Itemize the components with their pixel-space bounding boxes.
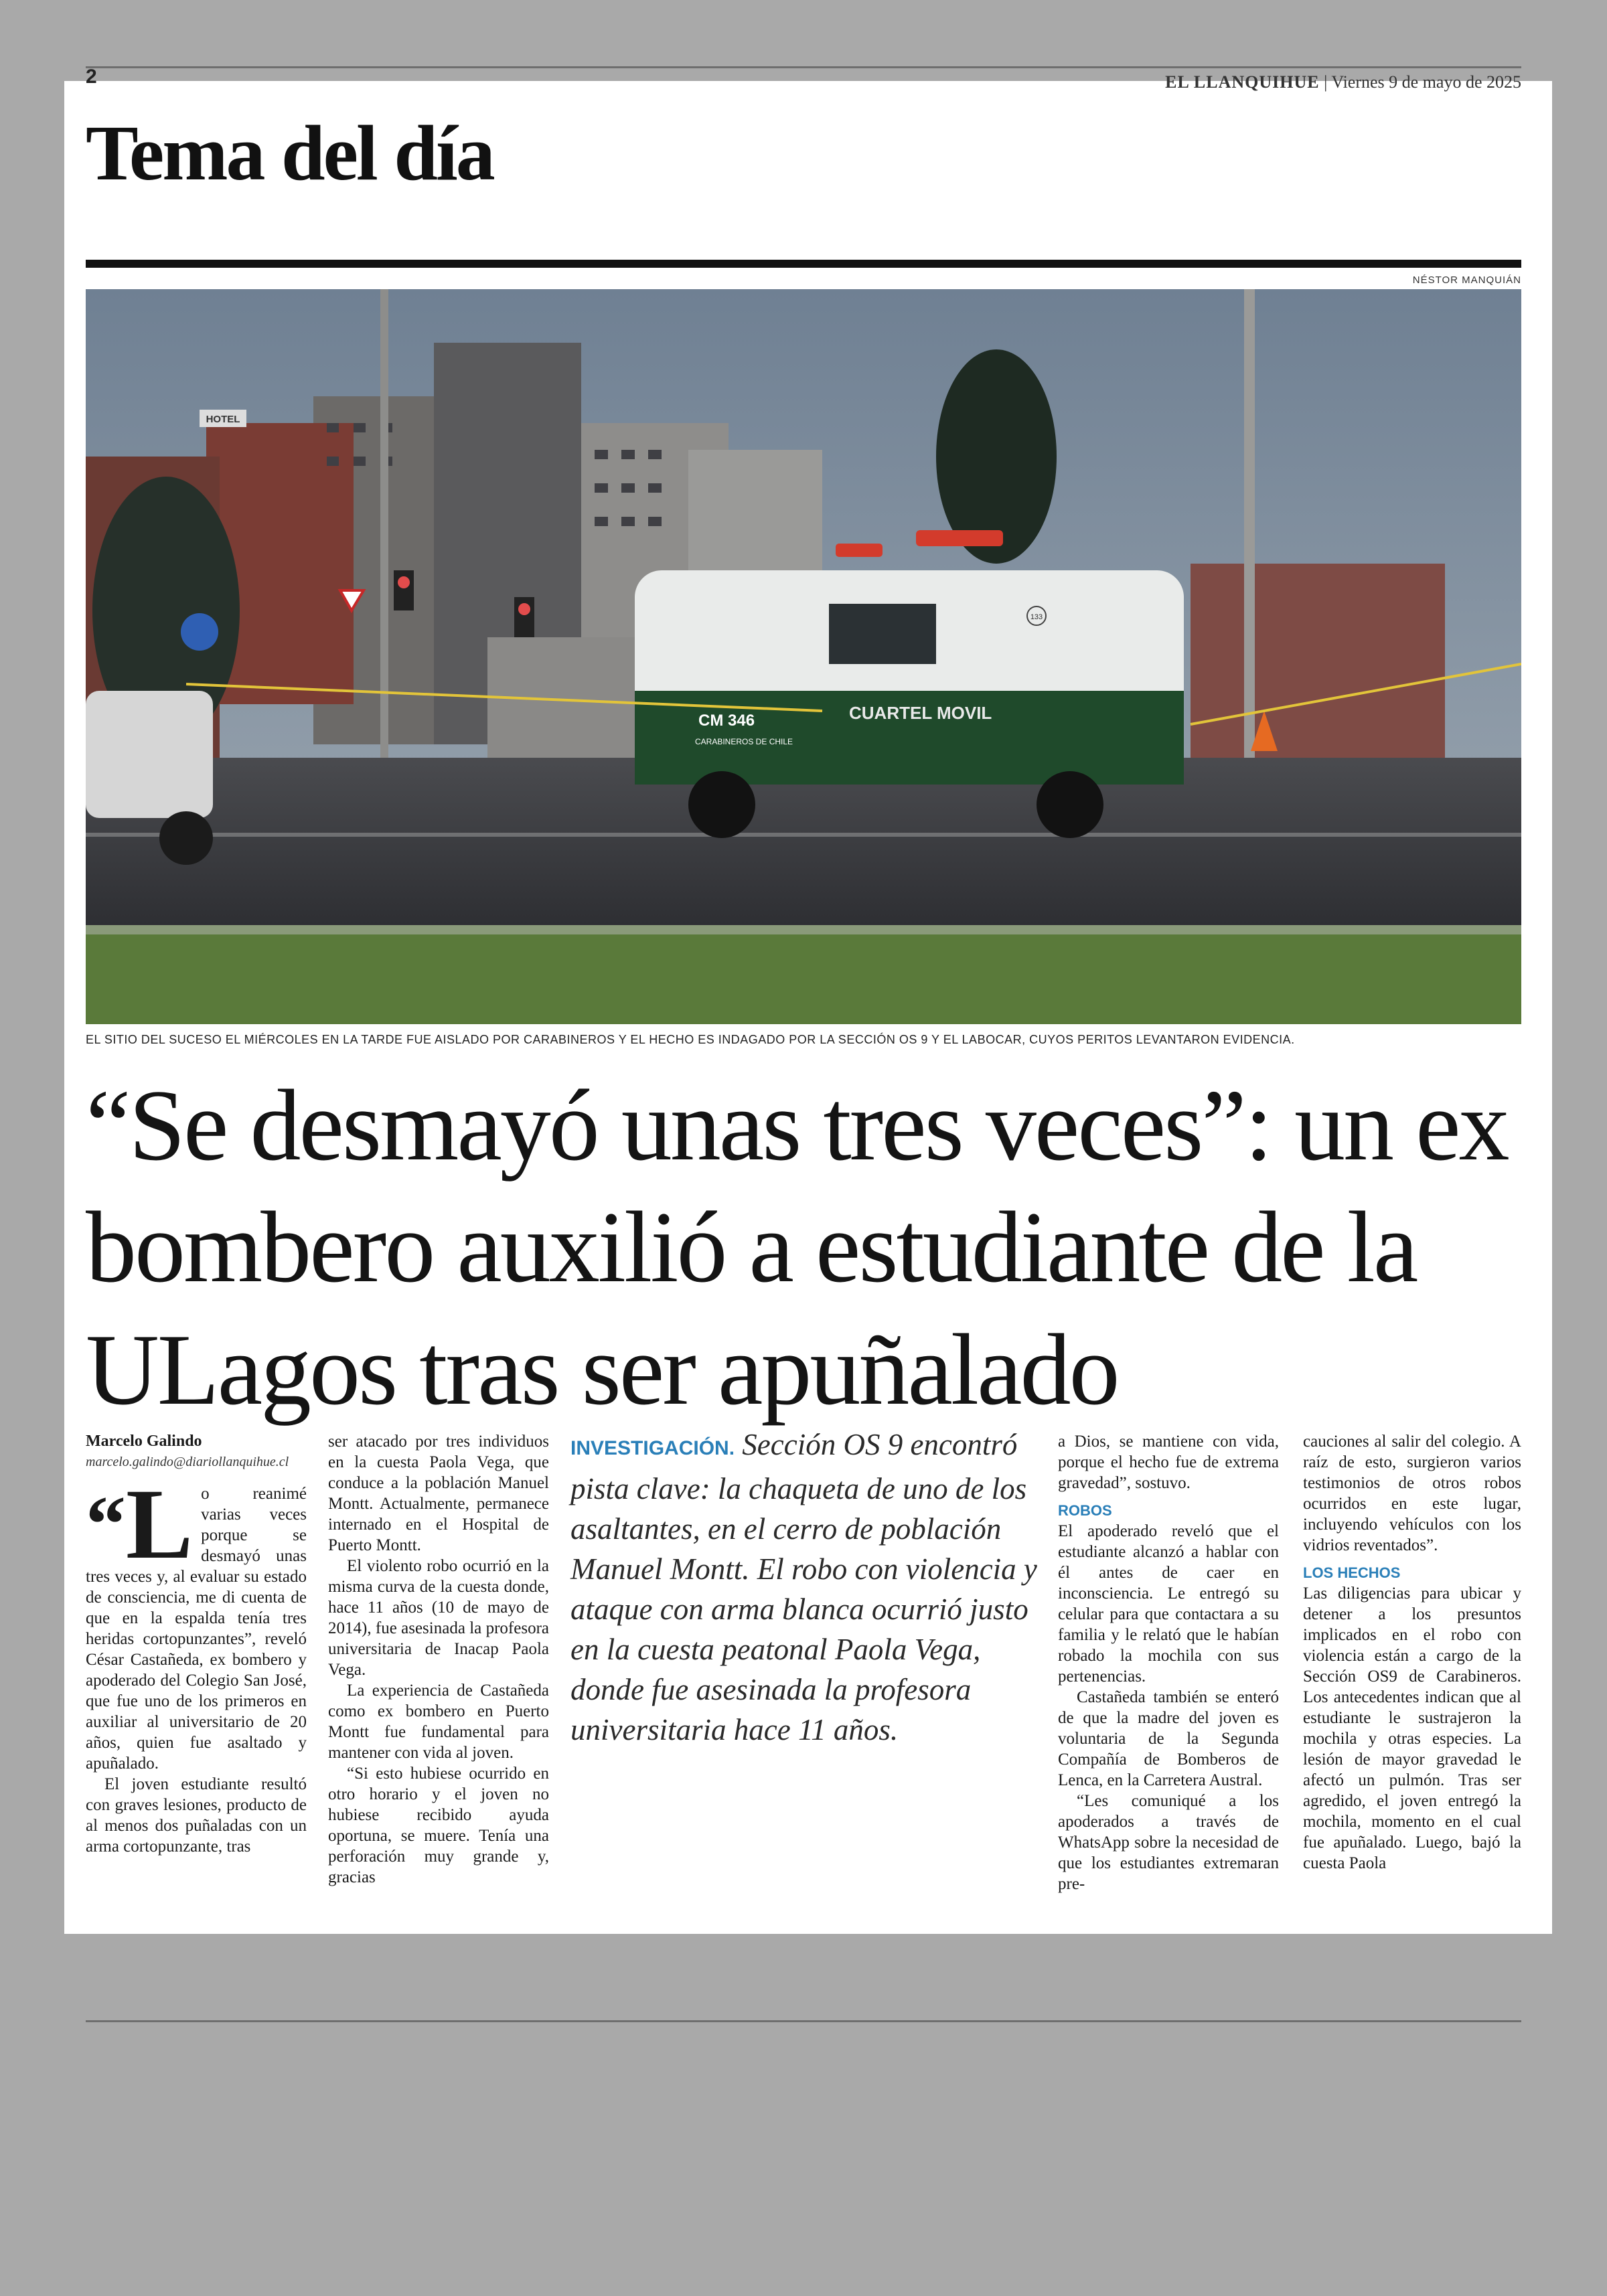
column-2 bbox=[328, 1431, 549, 1888]
page-number: 2 bbox=[86, 66, 97, 88]
paragraph: Las diligencias para ubicar y detener a los presuntos implicados en el robo con violencia están a cargo de la Sección OS9 de Carabineros. Los antecedentes indican que al estudiante le sustrajeron la mochila y otras especies. La lesión de mayor gravedad le afectó un pulmón. Tras ser agredido, el joven entregó la mochila, momento en el cual fue apuñalado. Luego, bajó la cuesta Paola bbox=[1303, 1584, 1521, 1872]
paragraph: “Les comuniqué a los apoderados a través de WhatsApp sobre la necesidad de que los estudiantes extremaran pre- bbox=[1058, 1792, 1279, 1893]
column-5 bbox=[1303, 1431, 1521, 1874]
bottom-rule bbox=[86, 2020, 1521, 2022]
van-label: CUARTEL MOVIL bbox=[849, 703, 992, 723]
author: Marcelo Galindo bbox=[86, 1432, 202, 1450]
photo-credit: NÉSTOR MANQUIÁN bbox=[1412, 274, 1521, 286]
van-unit: CM 346 bbox=[698, 712, 755, 730]
hotel-sign: HOTEL bbox=[206, 414, 240, 425]
brand-name: EL LLANQUIHUE bbox=[1165, 72, 1320, 92]
paragraph: El joven estudiante resultó con graves lesiones, producto de al menos dos puñaladas con un arma cortopunzante, tras bbox=[86, 1775, 307, 1856]
subhead-robos: ROBOS bbox=[1058, 1502, 1112, 1519]
masthead-separator: | bbox=[1324, 72, 1328, 92]
masthead bbox=[1165, 72, 1521, 92]
paragraph: El apoderado reveló que el estudiante alcanzó a hablar con él antes de caer en inconsciencia. Le entregó su celular para que contactara a su familia y le relató que le habían robado la mochila con sus pertenencias. bbox=[1058, 1522, 1279, 1686]
van-org: CARABINEROS DE CHILE bbox=[695, 737, 793, 746]
paragraph: El violento robo ocurrió en la misma curva de la cuesta donde, hace 11 años (10 de mayo de 2014), fue asesinada la profesora universitaria de Inacap Paola Vega. bbox=[328, 1557, 549, 1679]
column-4 bbox=[1058, 1431, 1279, 1894]
pull-quote-label: INVESTIGACIÓN. bbox=[570, 1437, 735, 1459]
paragraph: a Dios, se mantiene con vida, porque el hecho fue de extrema gravedad”, sostuvo. bbox=[1058, 1432, 1279, 1492]
dropcap: “L bbox=[86, 1469, 194, 1580]
paragraph: La experiencia de Castañeda como ex bombero en Puerto Montt fue fundamental para mantener con vida al joven. bbox=[328, 1682, 549, 1762]
top-rule bbox=[86, 66, 1521, 68]
paragraph: “Si esto hubiese ocurrido en otro horario y el joven no hubiese recibido ayuda oportuna, se muere. Tenía una perforación muy grande y, gracias bbox=[328, 1765, 549, 1886]
section-title: Tema del día bbox=[86, 109, 493, 197]
paragraph: Castañeda también se enteró de que la madre del joven es voluntaria de la Segunda Compañía de Bomberos de Lenca, en la Carretera Austral. bbox=[1058, 1688, 1279, 1789]
author-email: marcelo.galindo@diariollanquihue.cl bbox=[86, 1455, 289, 1469]
lead-paragraph: “L o reanimé varias veces porque se desmayó unas tres veces y, al evaluar su estado de consciencia, me di cuenta de que en la espalda tenía tres heridas cortopunzantes”, reveló César Castañeda, ex bombero y apoderado del Colegio San José, que fue uno de los primeros en auxiliar al universitario de 20 años, quien fue asaltado y apuñalado. bbox=[86, 1469, 307, 1773]
section-rule bbox=[86, 260, 1521, 268]
news-photo bbox=[86, 289, 1521, 1024]
subhead-los-hechos: LOS HECHOS bbox=[1303, 1564, 1401, 1581]
photo-caption: EL SITIO DEL SUCESO EL MIÉRCOLES EN LA TARDE FUE AISLADO POR CARABINEROS Y EL HECHO ES INDAGADO POR LA SECCIÓN OS 9 Y EL LABOCAR, CUYOS PERITOS LEVANTARON EVIDENCIA. bbox=[86, 1033, 1295, 1046]
pull-quote bbox=[570, 1424, 1039, 1750]
paragraph: ser atacado por tres individuos en la cuesta Paola Vega, que conduce a la población Manuel Montt. Actualmente, permanece internado en el Hospital de Puerto Montt. bbox=[328, 1432, 549, 1554]
issue-date: Viernes 9 de mayo de 2025 bbox=[1331, 72, 1521, 92]
pull-quote-text: Sección OS 9 encontró pista clave: la chaqueta de uno de los asaltantes, en el cerro de población Manuel Montt. El robo con violencia y ataque con arma blanca ocurrió justo en la cuesta peatonal Paola Vega, donde fue asesinada la profesora universitaria hace 11 años. bbox=[570, 1428, 1037, 1746]
van-number: 133 bbox=[1030, 613, 1043, 621]
paragraph: cauciones al salir del colegio. A raíz de esto, surgieron varios testimonios de otros robos ocurridos en este lugar, incluyendo vehículos con los vidrios reventados”. bbox=[1303, 1432, 1521, 1554]
column-1 bbox=[86, 1431, 307, 1857]
headline: “Se desmayó unas tres veces”: un ex bombero auxilió a estudiante de la ULagos tras ser apuñalado bbox=[86, 1069, 1508, 1426]
